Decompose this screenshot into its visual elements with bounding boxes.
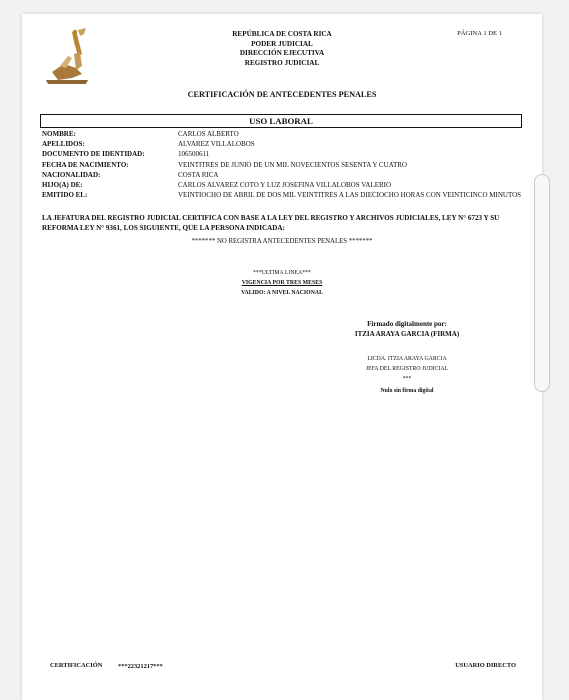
- certification-statement: LA JEFATURA DEL REGISTRO JUDICIAL CERTIFICA CON BASE A LA LEY DEL REGISTRO Y ARCHIVOS JUDICIALES, LEY N° 6723 Y SU REFORMA LEY N° 9361, LOS SIGUIENTE, QUE LA PERSONA INDICADA:: [42, 214, 500, 232]
- signer-name: LICDA. ITZIA ARAYA GARCIA: [367, 356, 447, 362]
- certification-code: ***22321217***: [118, 663, 163, 670]
- digital-signature-note: Nulo sin firma digital: [380, 388, 434, 394]
- last-line-marker: ***ULTIMA LINEA***: [253, 270, 311, 276]
- field-label: FECHA DE NACIMIENTO:: [42, 160, 129, 169]
- field-label: HIJO(A) DE:: [42, 181, 83, 190]
- document-page: [22, 14, 542, 700]
- field-value: VEINTIOCHO DE ABRIL DE DOS MIL VEINTITRES A LAS DIECIOCHO HORAS CON VEINTICINCO MINUTOS: [178, 191, 522, 200]
- no-record-statement: ******* NO REGISTRA ANTECEDENTES PENALES *******: [191, 238, 373, 245]
- footer-certification-label: CERTIFICACIÓN: [50, 662, 103, 669]
- digital-signature-block: [322, 320, 492, 339]
- header-line: REPÚBLICA DE COSTA RICA: [232, 30, 332, 38]
- field-row: [42, 160, 532, 170]
- field-value: CARLOS ALVAREZ COTO Y LUZ JOSEFINA VILLALOBOS VALERIO: [178, 181, 392, 190]
- signature-caption: Firmado digitalmente por:: [367, 320, 447, 328]
- header-line: PODER JUDICIAL: [251, 39, 313, 48]
- field-label: DOCUMENTO DE IDENTIDAD:: [42, 150, 145, 159]
- signer-role: JEFA DEL REGISTRO JUDICIAL: [365, 366, 449, 372]
- field-row: [42, 190, 532, 200]
- field-label: NACIONALIDAD:: [42, 170, 101, 179]
- field-row: [42, 139, 532, 149]
- validity-scope: VALIDO: A NIVEL NACIONAL: [241, 290, 323, 296]
- signature-name: ITZIA ARAYA GARCIA (FIRMA): [354, 329, 460, 338]
- justice-statue-seal: [42, 26, 92, 86]
- field-row: [42, 149, 532, 159]
- field-label: APELLIDOS:: [42, 140, 85, 149]
- header-line: DIRECCIÓN EJECUTIVA: [239, 49, 325, 57]
- issuer-header: [192, 30, 372, 68]
- footer-user-type: USUARIO DIRECTO: [455, 662, 516, 669]
- field-row: [42, 170, 532, 180]
- header-line: REGISTRO JUDICIAL: [244, 58, 320, 67]
- field-value: VEINTITRES DE JUNIO DE UN MIL NOVECIENTOS SESENTA Y CUATRO: [178, 160, 407, 169]
- field-label: EMITIDO EL:: [42, 191, 88, 200]
- field-label: NOMBRE:: [42, 130, 76, 138]
- field-row: [42, 180, 532, 190]
- signer-stars: ***: [402, 376, 412, 382]
- field-value: 106500611: [178, 150, 210, 159]
- field-row: [42, 129, 532, 139]
- validity-period: VIGENCIA POR TRES MESES: [241, 280, 323, 286]
- usage-box: USO LABORAL: [40, 114, 522, 128]
- document-title: CERTIFICACIÓN DE ANTECEDENTES PENALES: [187, 90, 377, 99]
- field-value: ALVAREZ VILLALOBOS: [178, 140, 255, 149]
- page-number: PÁGINA 1 DE 1: [457, 30, 502, 37]
- personal-data-fields: [42, 129, 532, 200]
- viewer-side-handle[interactable]: [534, 174, 550, 392]
- field-value: CARLOS ALBERTO: [178, 130, 239, 138]
- field-value: COSTA RICA: [178, 170, 219, 179]
